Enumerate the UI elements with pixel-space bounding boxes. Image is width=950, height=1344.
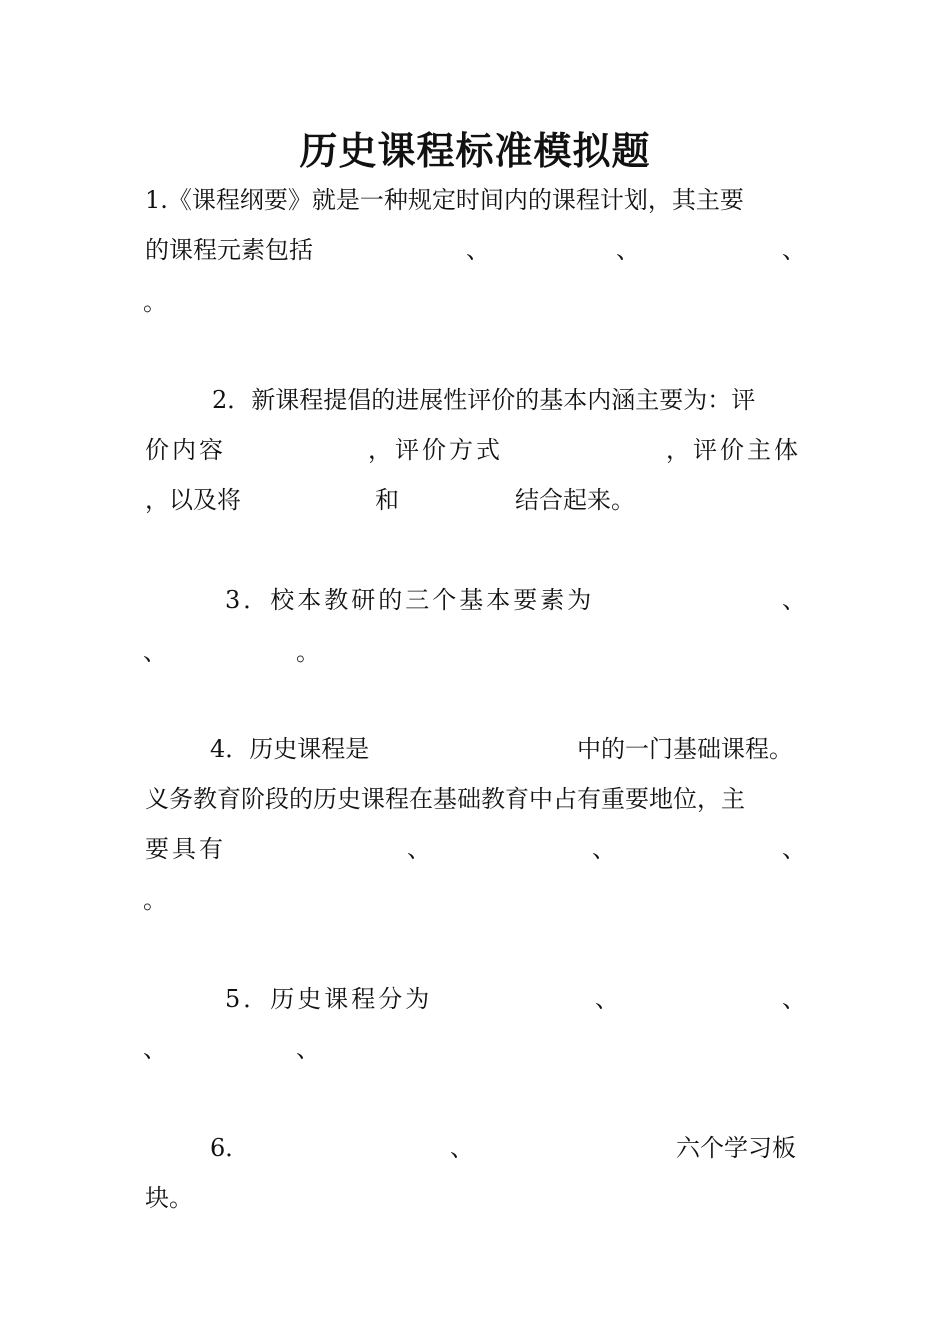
q4-line-2: 义务教育阶段的历史课程在基础教育中占有重要地位，主 — [145, 785, 745, 813]
q1-end-mark: 。 — [143, 288, 167, 316]
q4-line-1-part-b: 中的一门基础课程。 — [577, 735, 793, 763]
q4-separator: 、 — [407, 835, 431, 863]
q2-line-2-part-b: ，评价方式 — [368, 436, 503, 464]
q2-line-2-part-c: ，评价主体 — [666, 436, 801, 464]
q2-line-3-part-c: 结合起来。 — [515, 486, 635, 514]
q4-line-1-part-a: 4．历史课程是 — [210, 735, 370, 763]
q4-end-mark: 。 — [143, 886, 167, 914]
q6-separator: 、 — [450, 1134, 474, 1162]
q5-separator: 、 — [296, 1035, 320, 1063]
q3-line-1: 3．校本教研的三个基本要素为 — [225, 586, 595, 614]
q1-line-2-lead: 的课程元素包括 — [145, 236, 313, 264]
q5-line-1: 5．历史课程分为 — [225, 985, 433, 1013]
q1-separator: 、 — [466, 236, 490, 264]
q1-separator: 、 — [782, 236, 806, 264]
q4-separator: 、 — [592, 835, 616, 863]
q4-separator: 、 — [782, 835, 806, 863]
q2-line-1: 2．新课程提倡的进展性评价的基本内涵主要为：评 — [212, 386, 756, 414]
q3-separator: 、 — [143, 638, 167, 666]
q2-line-3-part-b: 和 — [375, 486, 399, 514]
q3-end-mark: 。 — [296, 638, 320, 666]
page-title: 历史课程标准模拟题 — [299, 128, 651, 173]
q3-separator: 、 — [782, 586, 806, 614]
q4-line-3-lead: 要具有 — [145, 835, 226, 863]
q6-number: 6． — [210, 1134, 250, 1162]
q6-line-1-tail: 六个学习板 — [676, 1134, 796, 1162]
q6-line-2: 块。 — [145, 1184, 193, 1212]
q1-separator: 、 — [616, 236, 640, 264]
q5-separator: 、 — [782, 985, 806, 1013]
q2-line-3-part-a: ，以及将 — [145, 486, 241, 514]
q2-line-2-part-a: 价内容 — [145, 436, 226, 464]
q5-separator: 、 — [595, 985, 619, 1013]
q1-line-1: 1.《课程纲要》就是一种规定时间内的课程计划，其主要 — [145, 186, 744, 214]
q5-separator: 、 — [143, 1035, 167, 1063]
